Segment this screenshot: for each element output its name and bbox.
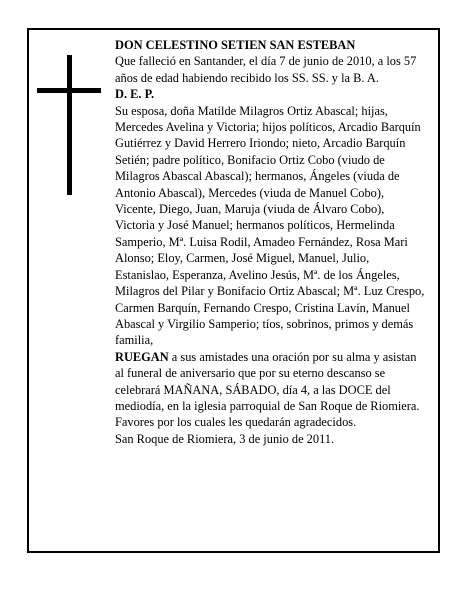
dep-abbreviation: D. E. P. bbox=[115, 87, 155, 102]
family-list: Su esposa, doña Matilde Milagros Ortiz Abascal; hijas, Mercedes Avelina y Victoria; hijos políticos, Arcadio Barquín Gutiérrez y David Herrero Iriondo; nieto, Arcadio Barquín Setién; padre político, Bonifacio Ortiz Cobo (viudo de Milagros Abascal Abascal); hermanos, Ángeles (viuda de Antonio Abascal), Mercedes (viuda de Manuel Cobo), Vicente, Diego, Juan, Maruja (viuda de Álvaro Cobo), Victoria y José Manuel; hermanos políticos, Hermelinda Samperio, Mª. Luisa Rodil, Amadeo Fernández, Rosa Mari Alonso; Eloy, Carmen, José Miguel, Manuel, Julio, Estanislao, Esperanza, Avelino Jesús, Mª. de los Ángeles, Milagros del Pilar y Bonifacio Ortiz Abascal; Mª. Luz Crespo, Carmen Barquín, Fernando Crespo, Cristina Lavín, Manuel Abascal y Virgilio Samperio; tíos, sobrinos, primos y demás familia, bbox=[115, 103, 425, 348]
request-paragraph bbox=[115, 349, 425, 431]
request-lead: RUEGAN bbox=[115, 349, 169, 364]
cross-horizontal-bar bbox=[37, 88, 101, 93]
request-body: a sus amistades una oración por su alma y asistan al funeral de aniversario que por su eterno descanso se celebrará MAÑANA, SÁBADO, día 4, a las DOCE del mediodía, en la iglesia parroquial de San Roque de Riomiera. Favores por los cuales les quedarán agradecidos. bbox=[115, 349, 420, 430]
cross-vertical-bar bbox=[67, 55, 72, 195]
place-date: San Roque de Riomiera, 3 de junio de 2011. bbox=[115, 431, 335, 446]
death-notice: Que falleció en Santander, el día 7 de junio de 2010, a los 57 años de edad habiendo recibido los SS. SS. y la B. A. bbox=[115, 54, 417, 85]
deceased-name: DON CELESTINO SETIEN SAN ESTEBAN bbox=[115, 38, 356, 52]
obituary-text bbox=[115, 37, 425, 447]
